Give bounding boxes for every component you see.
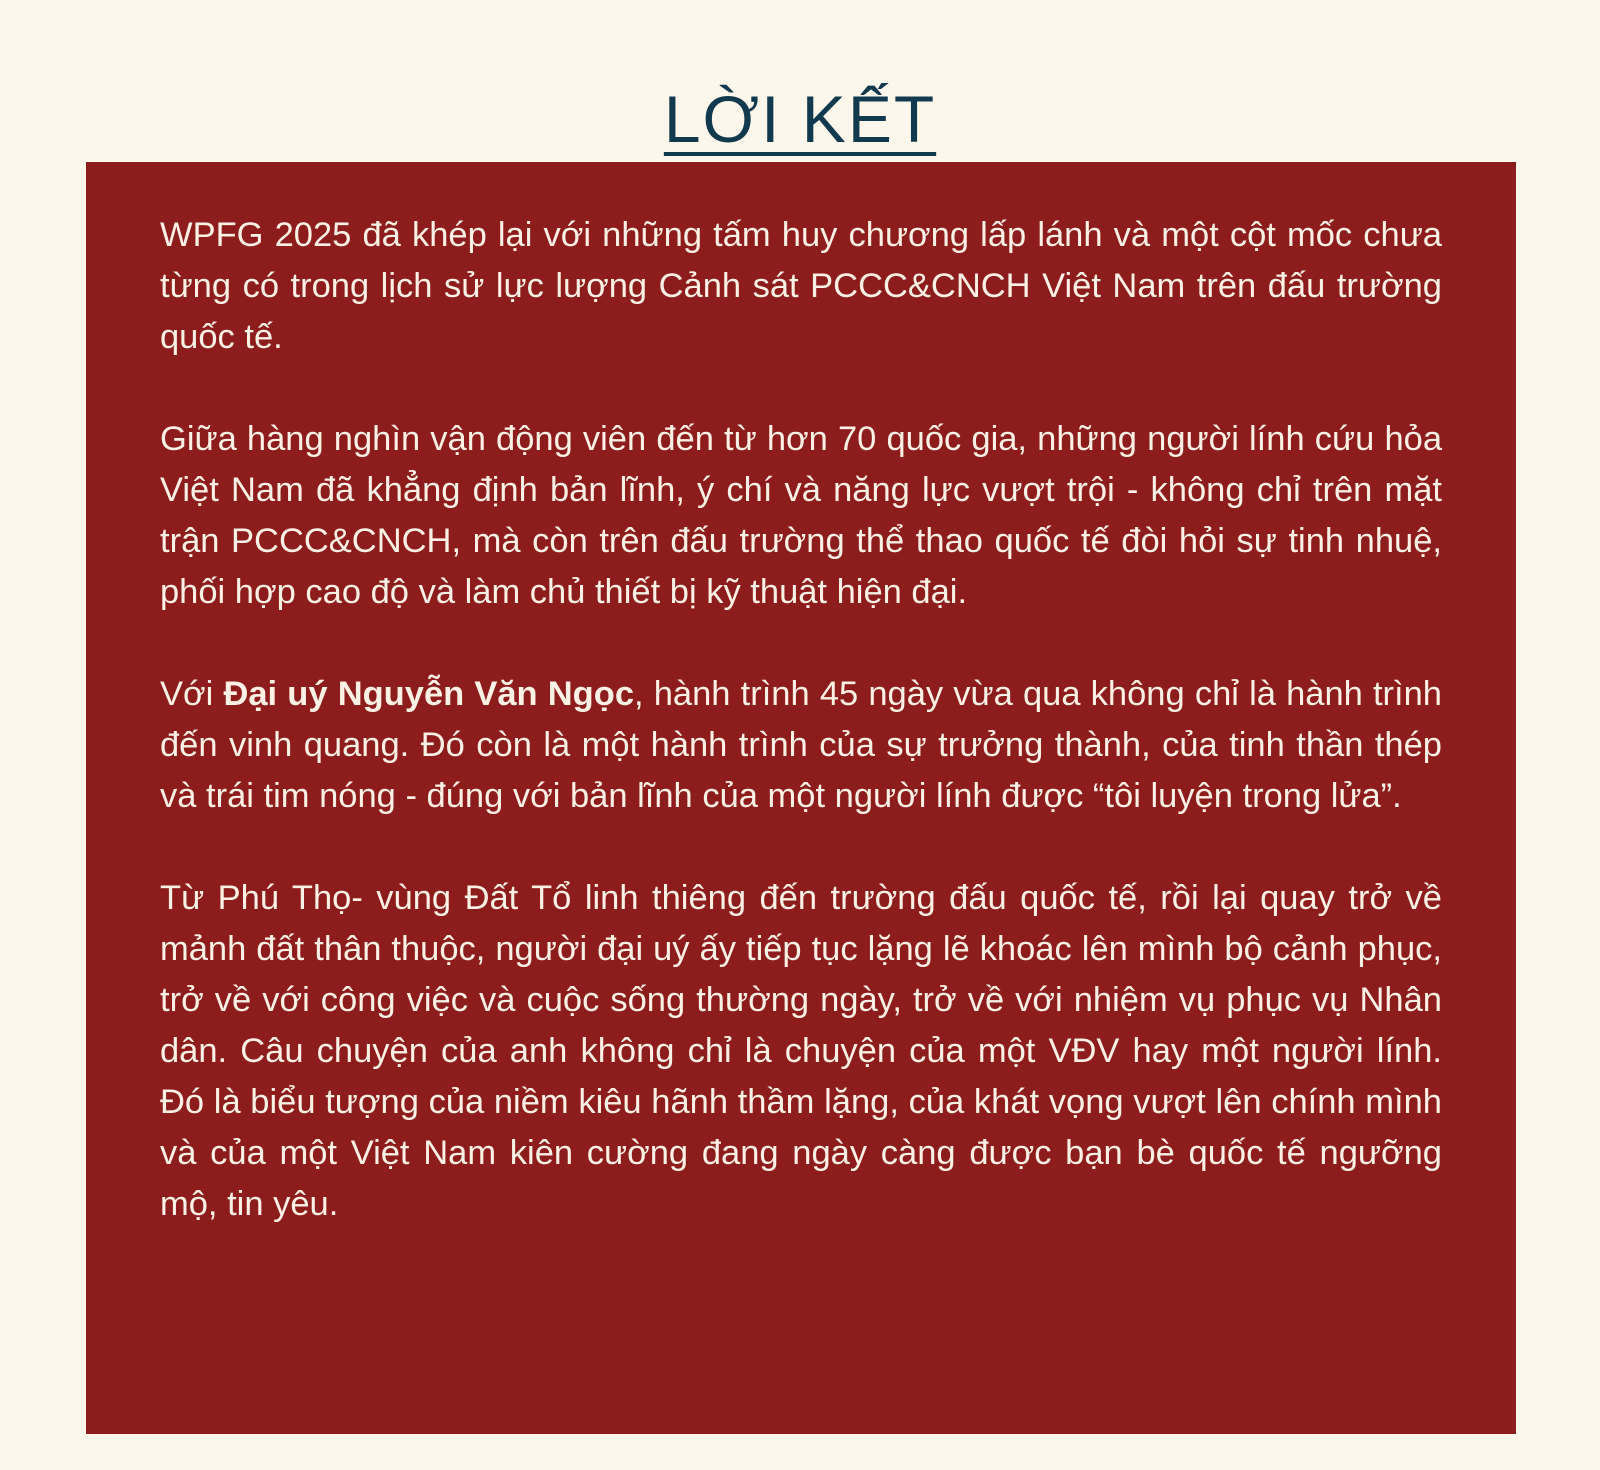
paragraph-3	[160, 669, 1442, 822]
paragraph-3-suffix: , hành trình 45 ngày vừa qua không chỉ là hành trình đến vinh quang. Đó còn là một hành trình của sự trưởng thành, của tinh thần thép và trái tim nóng - đúng với bản lĩnh của một người lính được “tôi luyện trong lửa”.	[160, 675, 1442, 815]
captain-name: Đại uý Nguyễn Văn Ngọc	[223, 675, 635, 713]
paragraph-1: WPFG 2025 đã khép lại với những tấm huy chương lấp lánh và một cột mốc chưa từng có trong lịch sử lực lượng Cảnh sát PCCC&CNCH Việt Nam trên đấu trường quốc tế.	[160, 216, 1442, 356]
conclusion-text-box	[86, 162, 1516, 1434]
paragraph-2: Giữa hàng nghìn vận động viên đến từ hơn 70 quốc gia, những người lính cứu hỏa Việt Nam đã khẳng định bản lĩnh, ý chí và năng lực vượt trội - không chỉ trên mặt trận PCCC&CNCH, mà còn trên đấu trường thể thao quốc tế đòi hỏi sự tinh nhuệ, phối hợp cao độ và làm chủ thiết bị kỹ thuật hiện đại.	[160, 420, 1442, 611]
page-title: LỜI KẾT	[663, 82, 937, 157]
paragraph-3-prefix: Với	[160, 675, 224, 713]
paragraph-4: Từ Phú Thọ- vùng Đất Tổ linh thiêng đến trường đấu quốc tế, rồi lại quay trở về mảnh đất thân thuộc, người đại uý ấy tiếp tục lặng lẽ khoác lên mình bộ cảnh phục, trở về với công việc và cuộc sống thường ngày, trở về với nhiệm vụ phục vụ Nhân dân. Câu chuyện của anh không chỉ là chuyện của một VĐV hay một người lính. Đó là biểu tượng của niềm kiêu hãnh thầm lặng, của khát vọng vượt lên chính mình và của một Việt Nam kiên cường đang ngày càng được bạn bè quốc tế ngưỡng mộ, tin yêu.	[160, 879, 1442, 1223]
